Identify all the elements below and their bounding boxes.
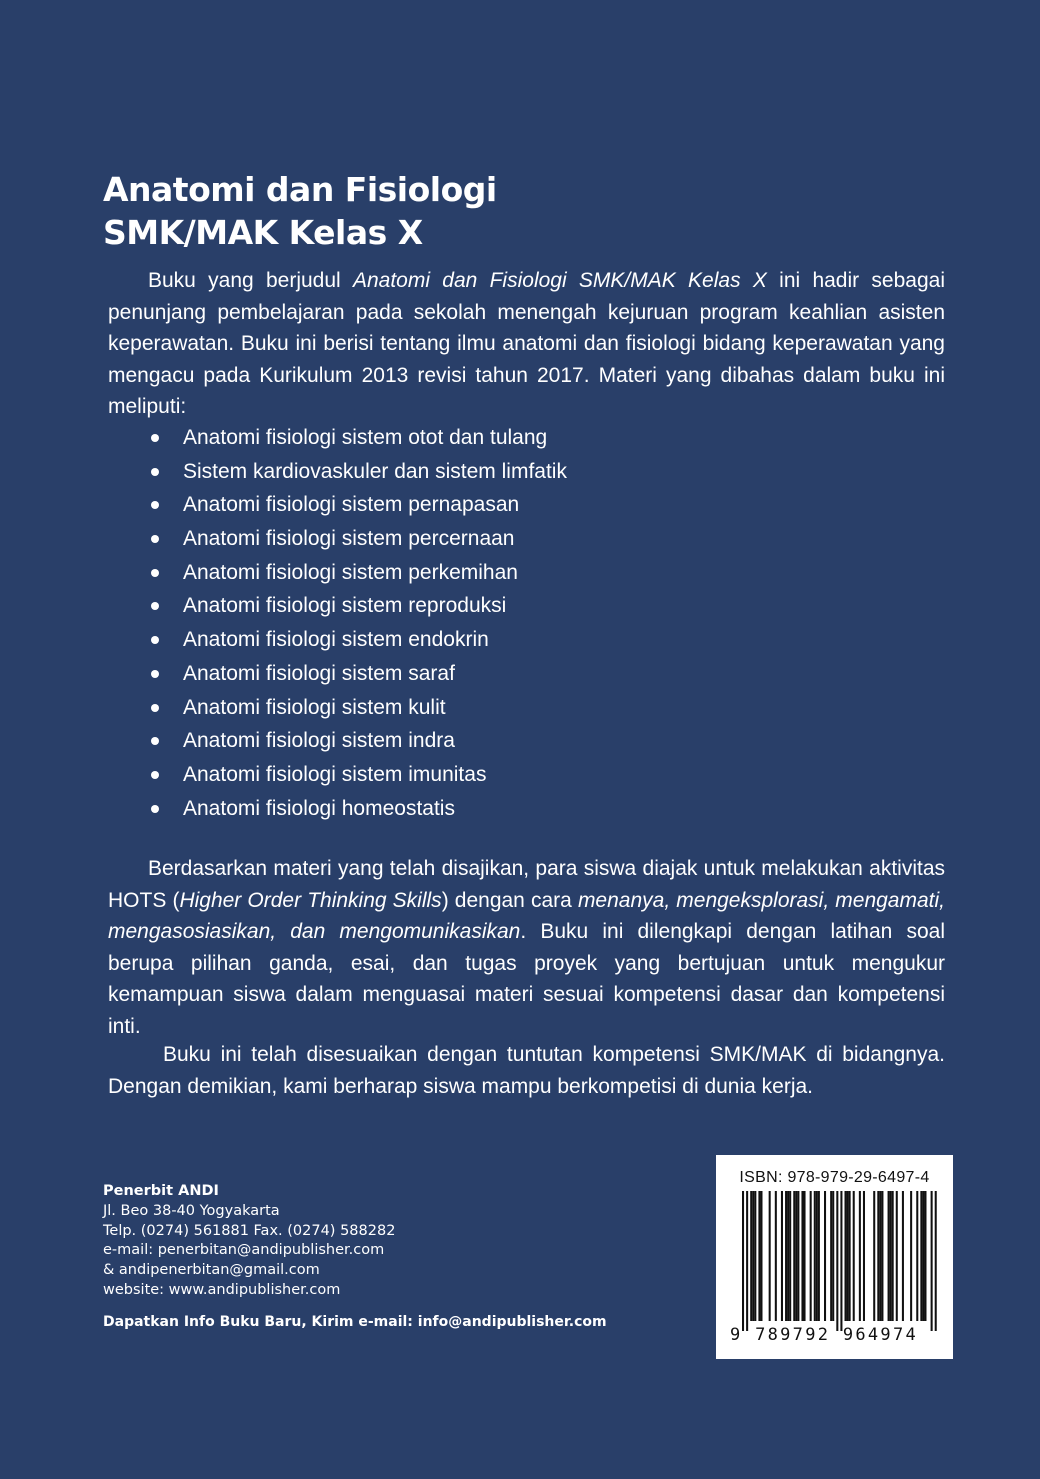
hots-part-2: ) dengan cara [441, 888, 578, 912]
topic-item [108, 691, 567, 725]
barcode-bar [920, 1191, 922, 1321]
topic-text: Anatomi fisiologi sistem otot dan tulang [183, 426, 548, 449]
hots-paragraph [108, 853, 945, 1042]
barcode-bar [879, 1191, 881, 1321]
barcode-bar [847, 1191, 849, 1321]
topic-item [108, 488, 567, 522]
topic-text: Anatomi fisiologi sistem endokrin [183, 628, 489, 652]
barcode-bar [832, 1191, 834, 1321]
barcode-guard-bar [746, 1191, 748, 1331]
bullet-icon [151, 535, 159, 543]
barcode-bar [824, 1191, 826, 1321]
topic-item [108, 758, 567, 792]
topic-item [108, 556, 567, 590]
barcode-bar [775, 1191, 777, 1321]
hots-part-3: . Buku ini dilengkapi dengan latihan soal berupa pilihan ganda, esai, dan tugas proyek yang bertujuan untuk mengukur kemampuan siswa dalam menguasai materi sesuai kompetensi dasar dan kompetensi inti. [108, 920, 945, 1038]
barcode-guard-bar [742, 1191, 744, 1331]
topic-text: Anatomi fisiologi sistem kulit [183, 695, 446, 719]
barcode-bar [801, 1191, 803, 1321]
barcode-bar [910, 1191, 912, 1321]
topic-text: Anatomi fisiologi sistem indra [183, 729, 455, 753]
barcode-bar [769, 1191, 771, 1321]
topic-item [108, 657, 567, 691]
publisher-info [103, 1182, 395, 1301]
barcode-bar [853, 1191, 855, 1321]
barcode-bar [818, 1191, 820, 1321]
intro-rest: ini hadir sebagai penunjang pembelajaran pada sekolah menengah kejuruan program keahlian asisten keperawatan. Buku ini berisi tentang ilmu anatomi dan fisiologi bidang keperawatan yang mengacu pada Kurikulum 2013 revisi tahun 2017. Materi yang dibahas dalam buku ini meliputi: [108, 269, 945, 418]
publisher-email-2: & andipenerbitan@gmail.com [103, 1262, 320, 1279]
publisher-website: website: www.andipublisher.com [103, 1281, 341, 1298]
topic-text: Anatomi fisiologi sistem reproduksi [183, 594, 507, 618]
bullet-icon [151, 636, 159, 644]
topic-item [108, 522, 567, 556]
barcode-bar [814, 1191, 816, 1321]
topic-text: Anatomi fisiologi sistem pernapasan [183, 493, 520, 517]
barcode-bar [785, 1191, 787, 1321]
bullet-icon [151, 737, 159, 745]
bullet-icon [151, 434, 159, 442]
barcode-bar [781, 1191, 783, 1321]
intro-lead: Buku yang berjudul [148, 269, 353, 292]
bullet-icon [151, 704, 159, 712]
publisher-phone: Telp. (0274) 561881 Fax. (0274) 588282 [103, 1222, 396, 1239]
barcode-bar [902, 1191, 904, 1321]
hots-activities: menanya, mengeksplorasi, mengamati, mengasosiasikan, dan mengomunikasikan [108, 888, 945, 943]
barcode-bar [816, 1191, 818, 1321]
topic-text: Anatomi fisiologi sistem imunitas [183, 762, 487, 786]
barcode-bar [849, 1191, 851, 1321]
barcode-bar [810, 1191, 812, 1321]
barcode-bar [924, 1191, 926, 1321]
topic-text: Anatomi fisiologi homeostatis [183, 796, 455, 820]
publisher-address: Jl. Beo 38-40 Yogyakarta [103, 1202, 280, 1219]
bullet-icon [151, 805, 159, 813]
publisher-email: e-mail: penerbitan@andipublisher.com [103, 1242, 385, 1259]
bullet-icon [151, 670, 159, 678]
barcode-guard-bar [931, 1191, 933, 1331]
bullet-icon [151, 771, 159, 779]
barcode-guard-bar [840, 1191, 842, 1331]
topic-item [108, 724, 567, 758]
barcode-bar [787, 1191, 789, 1321]
topic-text: Anatomi fisiologi sistem percernaan [183, 527, 515, 551]
barcode-bar [881, 1191, 883, 1321]
topic-text: Sistem kardiovaskuler dan sistem limfatik [183, 459, 567, 483]
barcode-bar [916, 1191, 918, 1321]
intro-paragraph [108, 265, 945, 423]
barcode-bar [804, 1191, 806, 1321]
topic-item [108, 455, 567, 489]
closing-text: Buku ini telah disesuaikan dengan tuntutan kompetensi SMK/MAK di bidangnya. Dengan demikian, kami berharap siswa mampu berkompetisi di dunia kerja. [108, 1043, 945, 1098]
barcode-bar [750, 1191, 752, 1321]
barcode-bar [795, 1191, 797, 1321]
barcode-digits: 9 789792 964974 [730, 1325, 919, 1345]
barcode-panel [716, 1155, 953, 1359]
intro-book-title: Anatomi dan Fisiologi SMK/MAK Kelas X [352, 269, 767, 292]
topic-item [108, 589, 567, 623]
barcode-bar [789, 1191, 791, 1321]
barcode-bar [760, 1191, 762, 1321]
barcode-bar [845, 1191, 847, 1321]
barcode-bar [890, 1191, 892, 1321]
barcode-bar [859, 1191, 861, 1321]
barcode-bar [892, 1191, 894, 1321]
barcode-bar [830, 1191, 832, 1321]
barcode-bar [888, 1191, 890, 1321]
barcode-bar [877, 1191, 879, 1321]
hots-part-1: Berdasarkan materi yang telah disajikan, para siswa diajak untuk melakukan aktivitas HOTS ( [108, 857, 945, 912]
closing-paragraph [108, 1039, 945, 1102]
barcode-bar [863, 1191, 865, 1321]
barcode-bar [754, 1191, 756, 1321]
bullet-icon [151, 501, 159, 509]
barcode-bar [752, 1191, 754, 1321]
barcode-bar [896, 1191, 898, 1321]
barcode-guard-bar [935, 1191, 937, 1331]
topic-list [108, 421, 567, 825]
topic-text: Anatomi fisiologi sistem saraf [183, 661, 455, 685]
barcode-guard-bar [836, 1191, 838, 1331]
book-title [103, 168, 497, 254]
barcode-bar [797, 1191, 799, 1321]
publisher-name: Penerbit ANDI [103, 1183, 219, 1199]
isbn-label: ISBN: 978-979-29-6497-4 [739, 1169, 930, 1186]
topic-text: Anatomi fisiologi sistem perkemihan [183, 560, 518, 584]
topic-item [108, 421, 567, 455]
bullet-icon [151, 569, 159, 577]
topic-item [108, 623, 567, 657]
topic-item [108, 792, 567, 826]
book-title-line-2: SMK/MAK Kelas X [103, 213, 423, 252]
bullet-icon [151, 602, 159, 610]
bullet-icon [151, 468, 159, 476]
book-title-line-1: Anatomi dan Fisiologi [103, 170, 497, 209]
barcode-bar [922, 1191, 924, 1321]
barcode-bar [793, 1191, 795, 1321]
barcode-bar [758, 1191, 760, 1321]
publisher-promo: Dapatkan Info Buku Baru, Kirim e-mail: info@andipublisher.com [103, 1314, 607, 1330]
barcode-bar [873, 1191, 875, 1321]
hots-term: Higher Order Thinking Skills [179, 888, 442, 912]
